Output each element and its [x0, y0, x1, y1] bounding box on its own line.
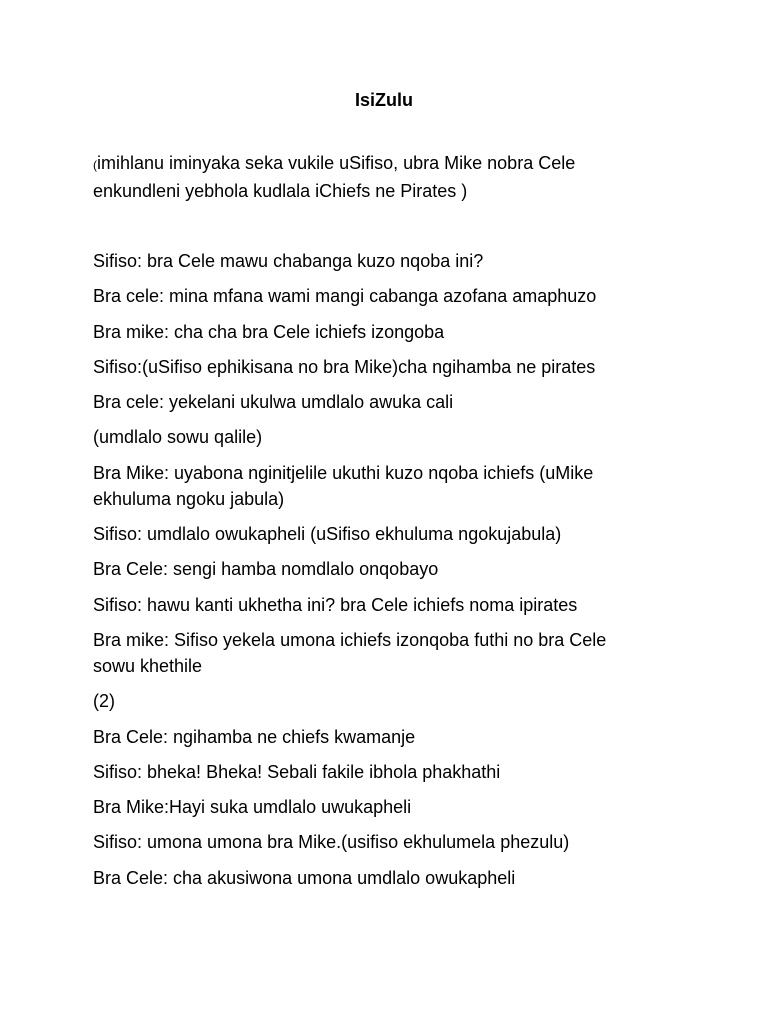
section-number: (2): [93, 691, 115, 712]
dialogue-line: Sifiso:(uSifiso ephikisana no bra Mike)cha ngihamba ne pirates: [93, 356, 596, 377]
intro-paragraph: [93, 150, 653, 204]
dialogue-line: Sifiso: umdlalo owukapheli (uSifiso ekhuluma ngokujabula): [93, 524, 562, 545]
dialogue-line: Bra cele: mina mfana wami mangi cabanga azofana amaphuzo: [93, 286, 597, 307]
dialogue-line: Sifiso: bra Cele mawu chabanga kuzo nqoba ini?: [93, 251, 484, 271]
dialogue-line: Bra Cele: sengi hamba nomdlalo onqobayo: [93, 559, 439, 580]
intro-text: imihlanu iminyaka seka vukile uSifiso, ubra Mike nobra Cele enkundleni yebhola kudlala iChiefs ne Pirates ): [93, 153, 576, 201]
stage-direction: (umdlalo sowu qalile): [93, 427, 263, 448]
dialogue-lines: [93, 248, 653, 900]
intro-open-paren: (: [93, 158, 97, 172]
dialogue-line: Bra Mike: uyabona nginitjelile ukuthi kuzo nqoba ichiefs (uMike ekhuluma ngoku jabula): [93, 462, 594, 509]
document-title: IsiZulu: [355, 90, 413, 110]
dialogue-line: Sifiso: hawu kanti ukhetha ini? bra Cele ichiefs noma ipirates: [93, 594, 578, 615]
dialogue-line: Bra Mike:Hayi suka umdlalo uwukapheli: [93, 797, 412, 818]
dialogue-line: Sifiso: umona umona bra Mike.(usifiso ekhulumela phezulu): [93, 832, 570, 853]
dialogue-line: Bra Cele: cha akusiwona umona umdlalo owukapheli: [93, 867, 516, 888]
dialogue-line: Bra Cele: ngihamba ne chiefs kwamanje: [93, 726, 416, 747]
dialogue-line: Bra cele: yekelani ukulwa umdlalo awuka cali: [93, 392, 454, 413]
dialogue-line: Bra mike: cha cha bra Cele ichiefs izongoba: [93, 321, 445, 342]
dialogue-line: Sifiso: bheka! Bheka! Sebali fakile ibhola phakhathi: [93, 761, 501, 782]
dialogue-line: Bra mike: Sifiso yekela umona ichiefs izonqoba futhi no bra Cele sowu khethile: [93, 629, 607, 676]
